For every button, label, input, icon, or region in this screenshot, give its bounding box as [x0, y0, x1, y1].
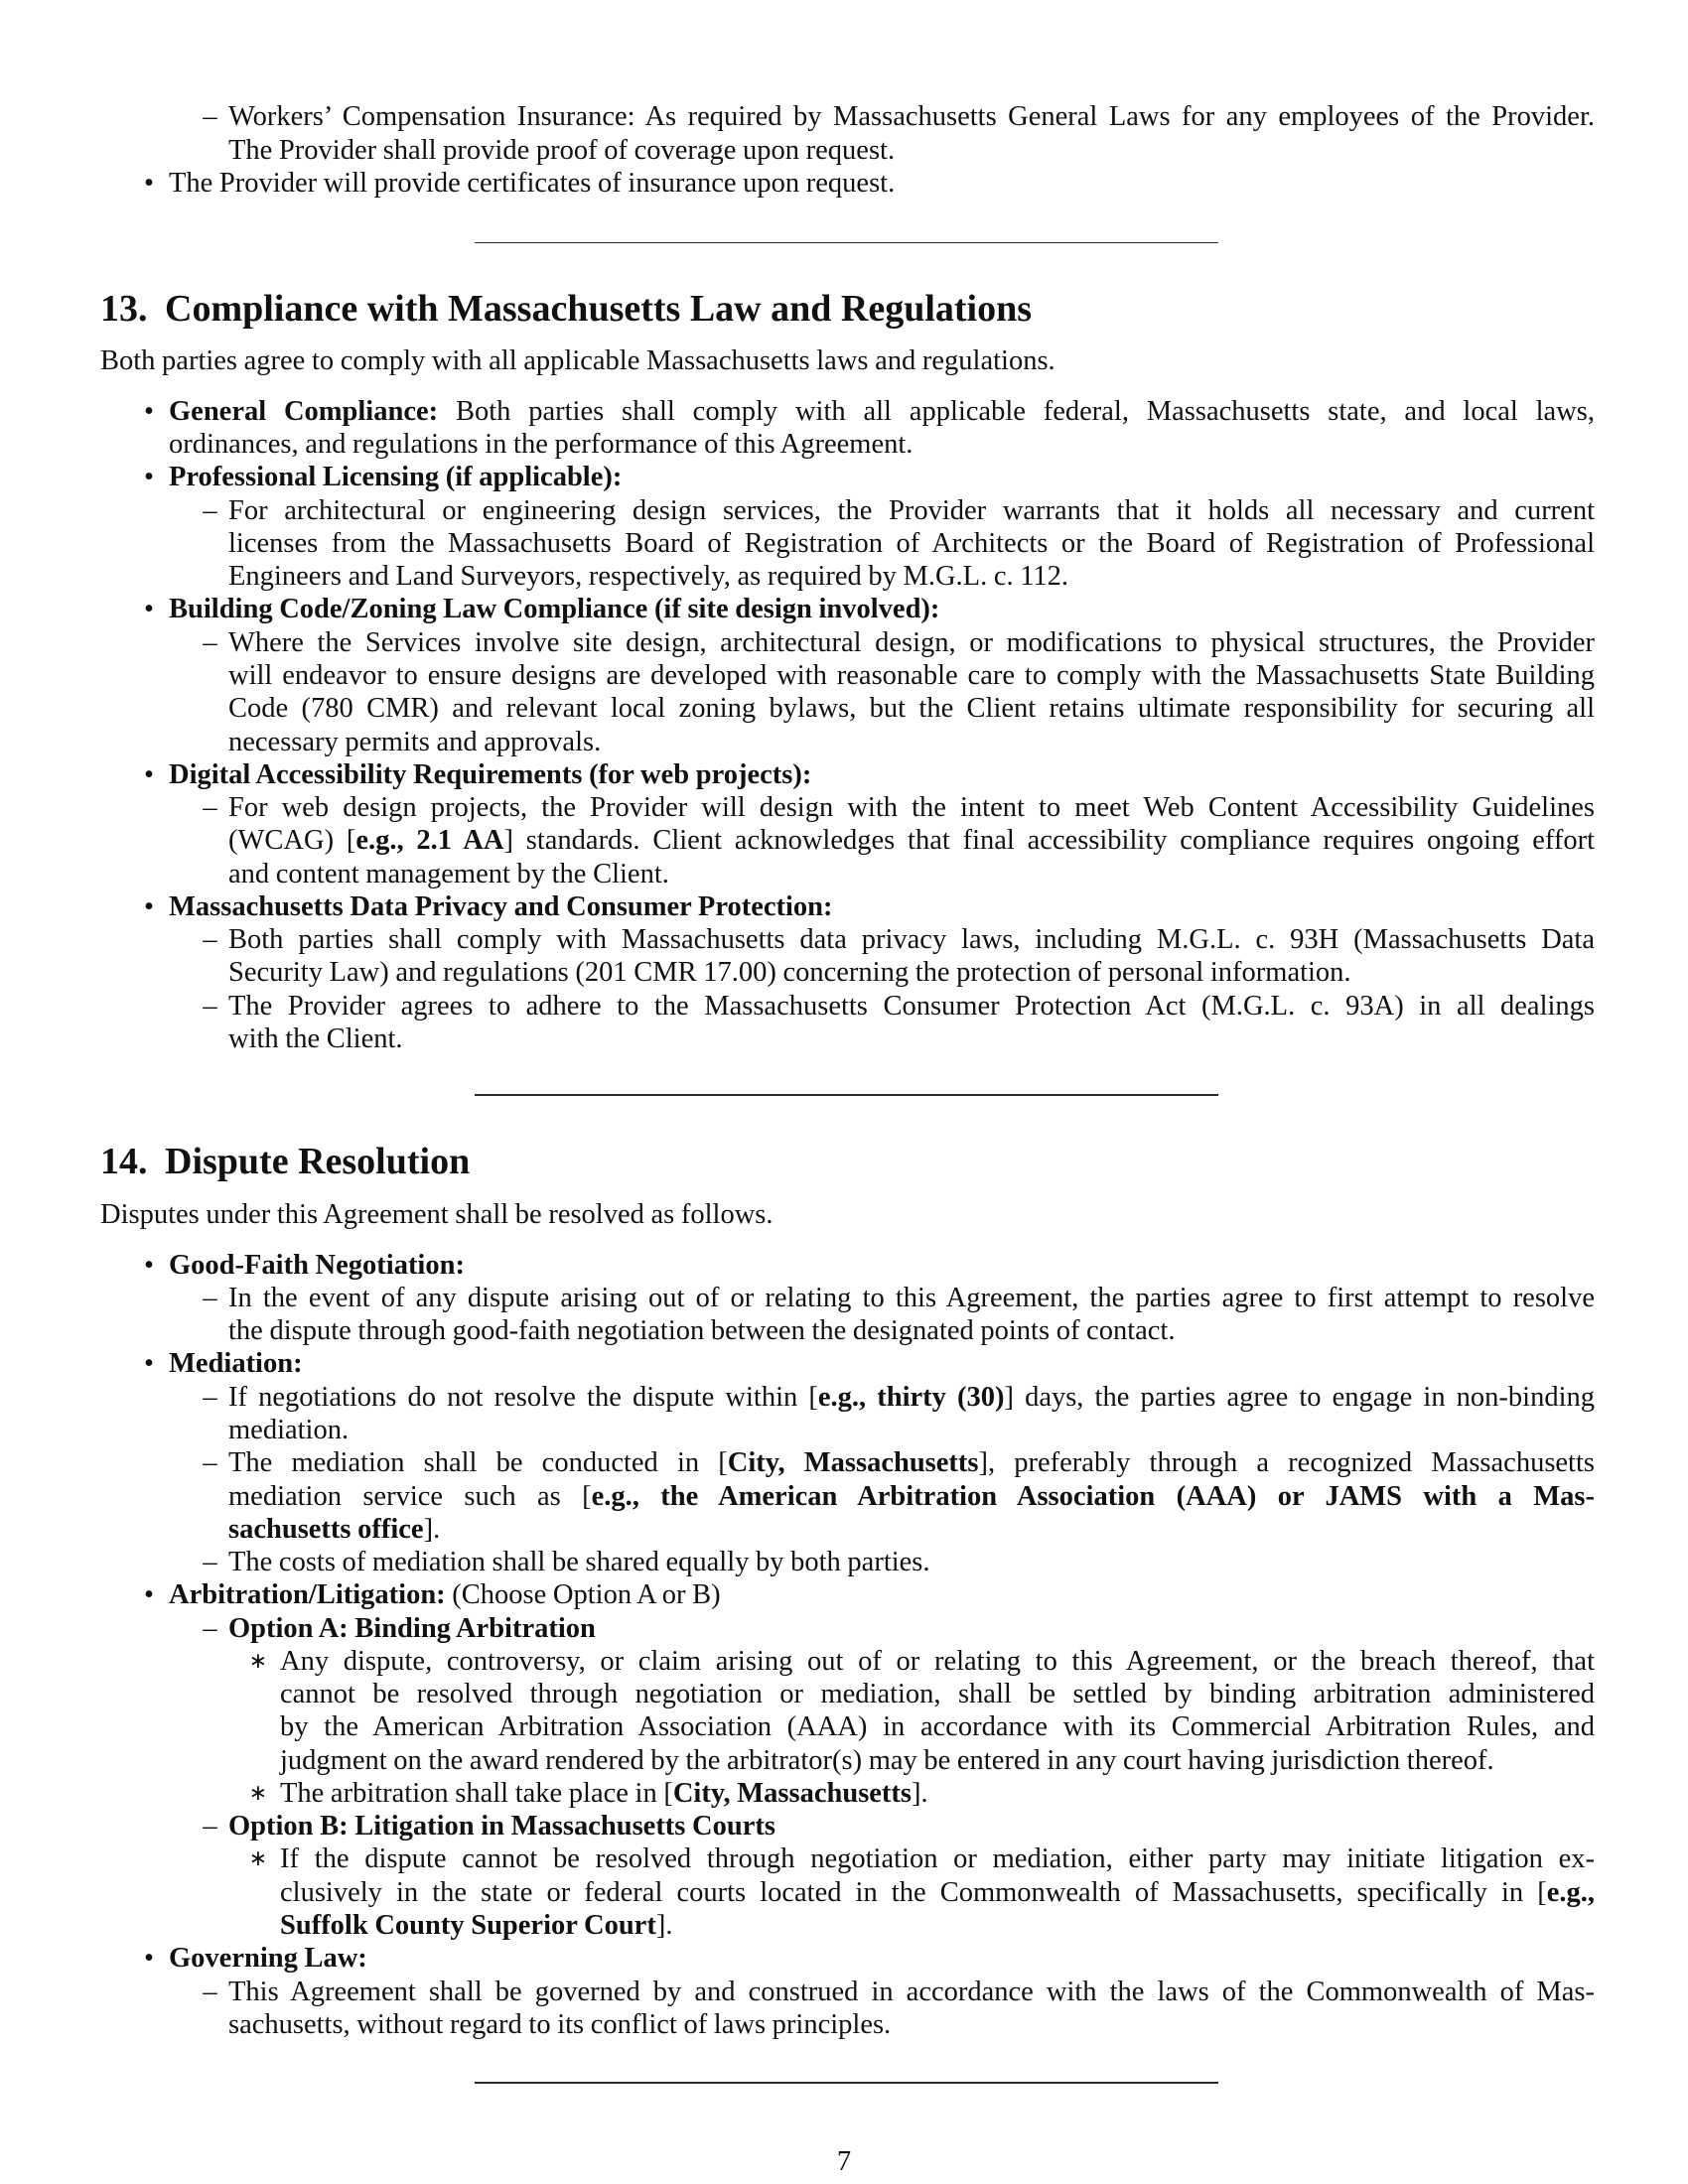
line-text: by the American Arbitration Association (AAA) in accordance with its Commercial Arbitration Rules, and — [280, 1711, 1595, 1743]
line-text: For web design projects, the Provider will design with the intent to meet Web Content Accessibility Guidelines — [228, 792, 1595, 824]
bold-text: Option A: Binding Arbitration — [228, 1612, 596, 1644]
text-line — [280, 1777, 1595, 1810]
text-line — [280, 1710, 1595, 1743]
dash-icon — [198, 990, 222, 1023]
section-divider — [475, 1094, 1218, 1096]
dash-icon — [198, 1612, 222, 1645]
line-text: the dispute through good-faith negotiation between the designated points of contact. — [228, 1315, 1176, 1347]
bold-text: Arbitration/Litigation: — [169, 1579, 446, 1611]
line-text: Any dispute, controversy, or claim arising out of or relating to this Agreement, or the breach thereof, that — [280, 1645, 1595, 1677]
section-divider — [475, 242, 1218, 244]
dash-list-item — [228, 1446, 1595, 1546]
dash-list-item — [228, 1976, 1595, 2042]
text-line — [169, 461, 1595, 493]
line-text: necessary permits and approvals. — [228, 726, 602, 757]
dash-icon — [198, 100, 222, 133]
bold-text: City, Massachusetts — [727, 1447, 979, 1479]
text-line — [228, 134, 1595, 167]
bold-text: Governing Law: — [169, 1943, 367, 1975]
line-text: The arbitration shall take place in [ — [280, 1777, 673, 1809]
asterisk-list-item — [280, 1777, 1595, 1810]
text-line — [280, 1909, 1595, 1942]
bold-text: Digital Accessibility Requirements (for web projects): — [169, 758, 812, 790]
asterisk-list-item — [280, 1843, 1595, 1942]
line-text: judgment on the award rendered by the arbitrator(s) may be entered in any court having jurisdiction thereof. — [280, 1744, 1494, 1776]
bold-text: e.g., the American Arbitration Association (AAA) or JAMS with a Mas- — [591, 1480, 1595, 1512]
line-text: ]. — [423, 1513, 441, 1545]
line-text: If the dispute cannot be resolved through negotiation or mediation, either party may initiate litigation ex- — [280, 1843, 1595, 1875]
line-text: (Choose Option A or B) — [445, 1579, 721, 1611]
text-line — [169, 1942, 1595, 1975]
asterisk-list-item — [280, 1645, 1595, 1777]
bullet-list-item — [169, 395, 1595, 462]
text-line — [228, 100, 1595, 133]
text-line — [228, 626, 1595, 659]
bullet-icon — [139, 395, 159, 428]
bullet-list-item — [169, 1578, 1595, 1611]
line-text: ] days, the parties agree to engage in non-binding — [1004, 1381, 1596, 1413]
bullet-icon — [139, 758, 159, 791]
bold-text: Building Code/Zoning Law Compliance (if site design involved): — [169, 594, 940, 625]
bold-text: Suffolk County Superior Court — [280, 1910, 656, 1941]
text-line — [169, 1249, 1595, 1282]
bullet-icon — [139, 167, 159, 200]
section-number: 13. — [100, 287, 148, 330]
line-text: The costs of mediation shall be shared equally by both parties. — [228, 1547, 930, 1578]
text-line — [228, 824, 1595, 857]
text-line — [169, 1347, 1595, 1380]
section-title: Compliance with Massachusetts Law and Regulations — [165, 287, 1033, 330]
line-text: The Provider agrees to adhere to the Massachusetts Consumer Protection Act (M.G.L. c. 93A) in all dealings — [228, 990, 1595, 1022]
section-number: 14. — [100, 1141, 148, 1183]
text-line — [228, 1314, 1595, 1347]
line-text: clusively in the state or federal courts located in the Commonwealth of Massachusetts, specifically in [ — [280, 1876, 1547, 1908]
text-line — [228, 956, 1595, 989]
line-text: The Provider shall provide proof of coverage upon request. — [228, 134, 896, 166]
line-text: and content management by the Client. — [228, 858, 669, 889]
asterisk-icon — [248, 1843, 268, 1875]
dash-list-item — [228, 100, 1595, 167]
line-text: Both parties shall comply with Massachusetts data privacy laws, including M.G.L. c. 93H (Massachusetts Data — [228, 924, 1595, 956]
line-text: ]. — [912, 1777, 928, 1809]
dash-list-item — [228, 626, 1595, 758]
line-text: ]. — [655, 1910, 673, 1941]
text-line — [228, 1612, 1595, 1645]
text-line — [228, 923, 1595, 956]
dash-list-item — [228, 1282, 1595, 1348]
text-line — [228, 1414, 1595, 1446]
dash-icon — [198, 1810, 222, 1843]
section-intro: Disputes under this Agreement shall be resolved as follows. — [100, 1199, 774, 1231]
text-line — [228, 1976, 1595, 2008]
text-line — [169, 428, 1595, 461]
bullet-list-item — [169, 890, 1595, 923]
text-line — [228, 1282, 1595, 1314]
line-text: Engineers and Land Surveyors, respectively, as required by M.G.L. c. 112. — [228, 561, 1069, 593]
bold-text: Massachusetts Data Privacy and Consumer Protection: — [169, 890, 833, 922]
bullet-icon — [139, 1249, 159, 1282]
text-line — [228, 726, 1595, 758]
bullet-list-item — [169, 758, 1595, 791]
line-text: sachusetts, without regard to its conflict of laws principles. — [228, 2008, 892, 2040]
line-text: The mediation shall be conducted in [ — [228, 1447, 728, 1479]
page-number: 7 — [836, 2146, 852, 2178]
dash-list-item — [228, 990, 1595, 1056]
dash-icon — [198, 1976, 222, 2008]
dash-icon — [198, 923, 222, 956]
bold-text: e.g., — [1546, 1876, 1595, 1908]
line-text: For architectural or engineering design services, the Provider warrants that it holds all necessary and current — [228, 494, 1595, 526]
text-line — [280, 1678, 1595, 1710]
text-line — [228, 990, 1595, 1023]
section-heading — [100, 287, 1595, 331]
line-text: Workers’ Compensation Insurance: As required by Massachusetts General Laws for any employees of the Provider. — [228, 101, 1595, 133]
text-line — [228, 1810, 1595, 1843]
text-line — [228, 527, 1595, 560]
bullet-icon — [139, 1347, 159, 1380]
bold-text: Professional Licensing (if applicable): — [169, 462, 623, 493]
bold-text: General Compliance: — [169, 395, 439, 427]
bold-text: e.g., 2.1 AA — [355, 825, 504, 857]
line-text: The Provider will provide certificates of insurance upon request. — [169, 167, 896, 199]
text-line — [169, 593, 1595, 625]
text-line — [280, 1843, 1595, 1875]
line-text: Both parties shall comply with all applicable federal, Massachusetts state, and local laws, — [438, 395, 1595, 427]
bold-text: City, Massachusetts — [672, 1777, 913, 1809]
dash-list-item — [228, 1612, 1595, 1645]
dash-icon — [198, 1546, 222, 1578]
text-line — [280, 1876, 1595, 1909]
bold-text: Option B: Litigation in Massachusetts Courts — [228, 1811, 775, 1843]
line-text: mediation. — [228, 1415, 350, 1446]
line-text: ] standards. Client acknowledges that final accessibility compliance requires ongoing effort — [503, 825, 1596, 857]
bold-text: Mediation: — [169, 1348, 303, 1380]
line-text: Security Law) and regulations (201 CMR 17.00) concerning the protection of personal information. — [228, 957, 1351, 989]
text-line — [228, 1381, 1595, 1414]
text-line — [169, 395, 1595, 428]
dash-icon — [198, 626, 222, 659]
line-text: with the Client. — [228, 1023, 403, 1054]
dash-list-item — [228, 923, 1595, 990]
section-title: Dispute Resolution — [165, 1141, 471, 1183]
bullet-list-item — [169, 461, 1595, 493]
bullet-list-item — [169, 593, 1595, 625]
text-line — [280, 1645, 1595, 1678]
asterisk-icon — [248, 1645, 268, 1678]
dash-list-item — [228, 1546, 1595, 1578]
section-list — [100, 395, 1595, 1055]
text-line — [169, 758, 1595, 791]
text-line — [228, 1446, 1595, 1479]
line-text: This Agreement shall be governed by and construed in accordance with the laws of the Commonwealth of Mas- — [228, 1976, 1595, 2007]
text-line — [228, 692, 1595, 725]
bullet-list-item — [169, 167, 1595, 200]
bold-text: Good-Faith Negotiation: — [169, 1249, 465, 1281]
line-text: cannot be resolved through negotiation or mediation, shall be settled by binding arbitration administered — [280, 1679, 1595, 1710]
dash-icon — [198, 1282, 222, 1314]
line-text: ordinances, and regulations in the performance of this Agreement. — [169, 429, 914, 461]
bold-text: sachusetts office — [228, 1513, 424, 1545]
line-text: In the event of any dispute arising out of or relating to this Agreement, the parties agree to first attempt to resolve — [228, 1282, 1595, 1313]
text-line — [228, 560, 1595, 593]
text-line — [228, 1546, 1595, 1578]
dash-icon — [198, 494, 222, 527]
dash-list-item — [228, 1810, 1595, 1843]
asterisk-icon — [248, 1777, 268, 1810]
line-text: Where the Services involve site design, architectural design, or modifications to physical structures, the Provider — [228, 626, 1595, 658]
line-text: (WCAG) [ — [228, 825, 356, 857]
dash-list-item — [228, 1381, 1595, 1447]
text-line — [228, 791, 1595, 824]
dash-icon — [198, 791, 222, 824]
text-line — [228, 1480, 1595, 1513]
bullet-list-item — [169, 1249, 1595, 1282]
line-text: Code (780 CMR) and relevant local zoning bylaws, but the Client retains ultimate responsibility for securing all — [228, 693, 1595, 725]
bullet-icon — [139, 1578, 159, 1611]
section-list — [100, 1249, 1595, 2041]
text-line — [228, 494, 1595, 527]
text-line — [228, 659, 1595, 692]
text-line — [228, 1023, 1595, 1055]
line-text: ], preferably through a recognized Massachusetts — [978, 1447, 1595, 1479]
dash-icon — [198, 1381, 222, 1414]
bullet-icon — [139, 461, 159, 493]
bullet-list-item — [169, 1347, 1595, 1380]
dash-list-item — [228, 791, 1595, 890]
bullet-icon — [139, 890, 159, 923]
text-line — [280, 1744, 1595, 1777]
text-line — [228, 858, 1595, 890]
section-heading — [100, 1140, 1595, 1183]
text-line — [169, 890, 1595, 923]
section-intro: Both parties agree to comply with all applicable Massachusetts laws and regulations. — [100, 345, 1055, 377]
dash-icon — [198, 1446, 222, 1479]
bullet-list-item — [169, 1942, 1595, 1975]
line-text: will endeavor to ensure designs are developed with reasonable care to comply with the Massachusetts State Building — [228, 660, 1595, 692]
line-text: mediation service such as [ — [228, 1480, 592, 1512]
line-text: licenses from the Massachusetts Board of Registration of Architects or the Board of Registration of Professional — [228, 527, 1595, 559]
section-divider — [475, 2082, 1218, 2084]
bullet-icon — [139, 593, 159, 625]
text-line — [169, 1578, 1595, 1611]
line-text: If negotiations do not resolve the dispute within [ — [228, 1381, 818, 1413]
bullet-icon — [139, 1942, 159, 1975]
bold-text: e.g., thirty (30) — [817, 1381, 1005, 1413]
text-line — [228, 1513, 1595, 1546]
text-line — [169, 167, 1595, 200]
text-line — [228, 2008, 1595, 2041]
dash-list-item — [228, 494, 1595, 594]
section-12-continuation-list — [100, 100, 1595, 200]
